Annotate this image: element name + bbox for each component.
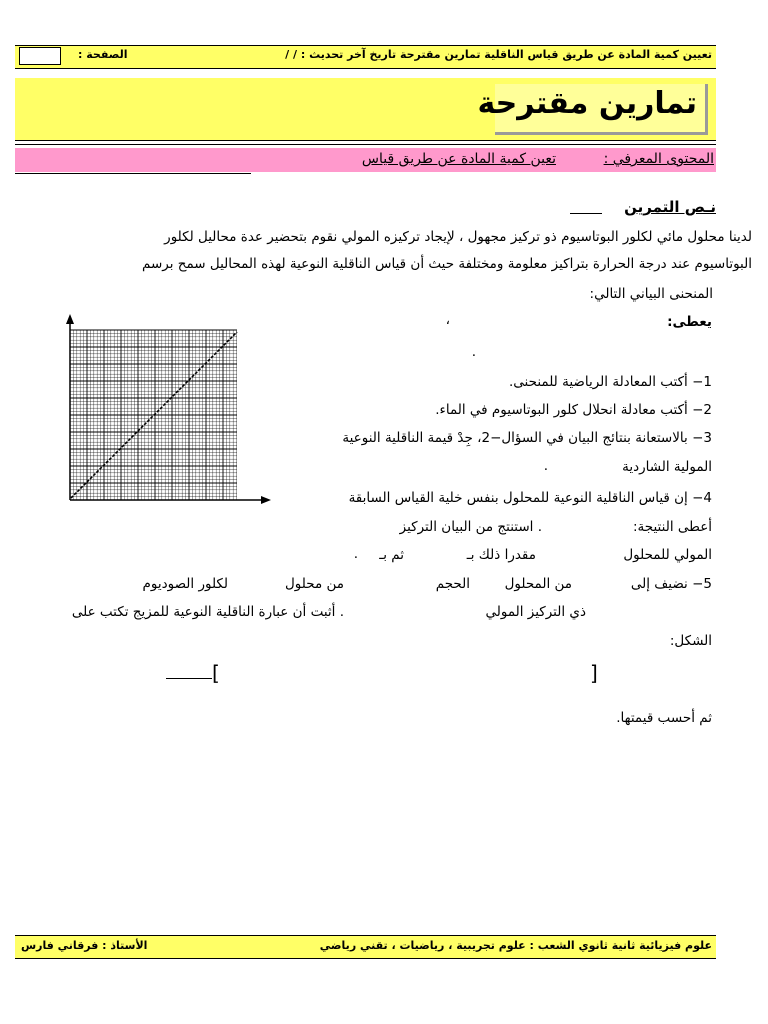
header-text: تعيين كمية المادة عن طريق قياس الناقلية تمارين مقترحة تاريخ آخر تحديث : / /: [285, 48, 712, 61]
dot: .: [543, 458, 548, 474]
dot: .: [353, 546, 358, 562]
footer-strip: [15, 935, 716, 959]
content-band: [15, 148, 716, 172]
question-4-cont-3: ثم بـ: [379, 547, 404, 563]
shape-label: الشكل:: [669, 633, 712, 649]
exercise-line: المنحنى البياني التالي:: [589, 286, 713, 302]
exercise-title: نـص التمرين: [624, 198, 716, 216]
question-5-3: الحجم: [435, 576, 470, 592]
divider: [15, 144, 716, 145]
question-5-b1: ذي التركيز المولي: [485, 604, 586, 620]
underline: [570, 213, 602, 214]
exercise-line: البوتاسيوم عند درجة الحرارة بتراكيز معلومة ومختلفة حيث أن قياس الناقلية النوعية لهذه المحاليل سمح برسم: [141, 256, 752, 272]
content-label: المحتوى المعرفي :: [603, 151, 714, 167]
formula-line: [166, 678, 212, 679]
question-5-b2: . أثبت أن عبارة الناقلية النوعية للمزيج تكتب على: [71, 604, 344, 620]
page-title: تمارين مقترحة: [477, 86, 697, 121]
title-box: [477, 84, 708, 135]
footer-subject: علوم فيزيائية ثانية ثانوي الشعب : علوم تجريبية ، رياضيات ، تقني رياضي: [319, 939, 712, 952]
question-5-1: 5− نضيف إلى: [630, 576, 712, 592]
given-label: يعطى:: [667, 314, 712, 330]
question-3: 3− بالاستعانة بنتائج البيان في السؤال−2، جِدْ قيمة الناقلية النوعية: [342, 430, 712, 446]
final-instruction: ثم أحسب قيمتها.: [616, 710, 712, 726]
footer-teacher: الأستاذ : فرقاني فارس: [21, 939, 148, 952]
bracket-left: [: [212, 661, 220, 685]
exercise-line: لدينا محلول مائي لكلور البوتاسيوم ذو تركيز مجهول ، لإيجاد تركيزه المولي نقوم بتحضير عدة محاليل لكلور: [164, 229, 752, 245]
question-1: 1− أكتب المعادلة الرياضية للمنحنى.: [509, 374, 712, 390]
x-axis-arrow: [261, 496, 271, 504]
header-strip: [15, 45, 716, 69]
page-number-box: [19, 47, 61, 65]
y-axis-arrow: [66, 314, 74, 324]
question-4-cont-2: مقدرا ذلك بـ: [466, 547, 536, 563]
question-5-2: من المحلول: [504, 576, 572, 592]
question-5-5: لكلور الصوديوم: [142, 576, 228, 592]
given-comma: ،: [445, 312, 450, 328]
conductivity-graph: [55, 312, 275, 512]
question-5-4: من محلول: [285, 576, 344, 592]
question-3-cont: المولية الشاردية: [622, 459, 712, 475]
divider: [15, 140, 716, 141]
bracket-right: ]: [590, 661, 598, 685]
question-4-cont-1: المولي للمحلول: [623, 547, 712, 563]
title-band: [15, 78, 716, 140]
question-4-result-text: . استنتج من البيان التركيز: [399, 519, 542, 535]
page-label: الصفحة :: [78, 48, 128, 61]
content-text: تعين كمية المادة عن طريق قياس: [361, 151, 556, 167]
question-4-result-label: أعطى النتيجة:: [632, 519, 712, 535]
given-dot: .: [471, 344, 476, 360]
question-2: 2− أكتب معادلة انحلال كلور البوتاسيوم في الماء.: [435, 402, 712, 418]
question-4: 4− إن قياس الناقلية النوعية للمحلول بنفس خلية القياس السابقة: [348, 490, 712, 506]
underline: [15, 173, 251, 174]
